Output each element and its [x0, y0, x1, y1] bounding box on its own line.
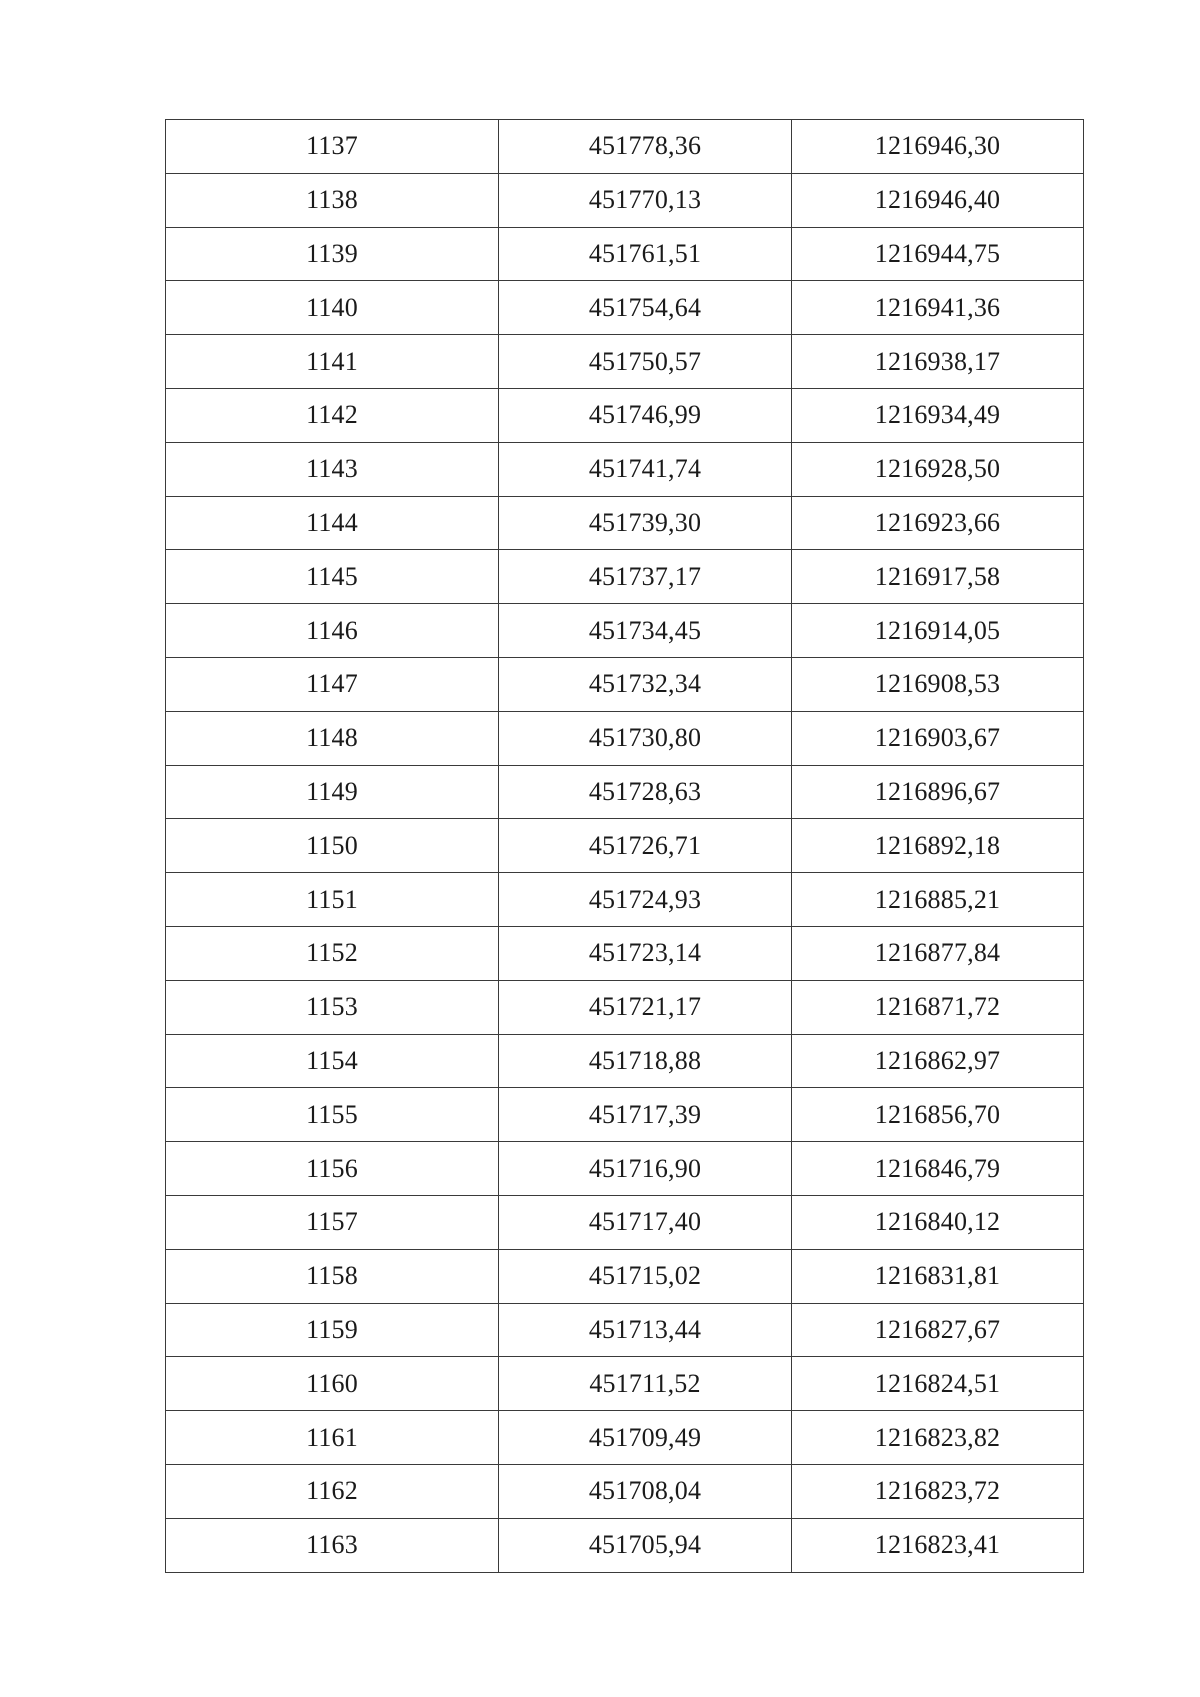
- x-coordinate-cell: 451737,17: [499, 550, 792, 604]
- x-coordinate-cell: 451711,52: [499, 1357, 792, 1411]
- y-coordinate-cell: 1216823,41: [792, 1518, 1084, 1572]
- point-number-cell: 1145: [166, 550, 499, 604]
- y-coordinate-cell: 1216831,81: [792, 1249, 1084, 1303]
- point-number-cell: 1163: [166, 1518, 499, 1572]
- point-number-cell: 1156: [166, 1142, 499, 1196]
- y-coordinate-cell: 1216862,97: [792, 1034, 1084, 1088]
- y-coordinate-cell: 1216903,67: [792, 711, 1084, 765]
- y-coordinate-cell: 1216896,67: [792, 765, 1084, 819]
- x-coordinate-cell: 451726,71: [499, 819, 792, 873]
- point-number-cell: 1146: [166, 604, 499, 658]
- x-coordinate-cell: 451732,34: [499, 657, 792, 711]
- y-coordinate-cell: 1216917,58: [792, 550, 1084, 604]
- x-coordinate-cell: 451717,40: [499, 1195, 792, 1249]
- x-coordinate-cell: 451708,04: [499, 1464, 792, 1518]
- point-number-cell: 1157: [166, 1195, 499, 1249]
- point-number-cell: 1140: [166, 281, 499, 335]
- y-coordinate-cell: 1216941,36: [792, 281, 1084, 335]
- y-coordinate-cell: 1216877,84: [792, 926, 1084, 980]
- table-row: [166, 1088, 1084, 1142]
- x-coordinate-cell: 451721,17: [499, 980, 792, 1034]
- x-coordinate-cell: 451705,94: [499, 1518, 792, 1572]
- point-number-cell: 1138: [166, 173, 499, 227]
- x-coordinate-cell: 451770,13: [499, 173, 792, 227]
- table-row: [166, 1303, 1084, 1357]
- point-number-cell: 1152: [166, 926, 499, 980]
- table-row: [166, 173, 1084, 227]
- x-coordinate-cell: 451741,74: [499, 442, 792, 496]
- table-row: [166, 1464, 1084, 1518]
- table-row: [166, 120, 1084, 174]
- table-row: [166, 980, 1084, 1034]
- x-coordinate-cell: 451739,30: [499, 496, 792, 550]
- x-coordinate-cell: 451730,80: [499, 711, 792, 765]
- point-number-cell: 1143: [166, 442, 499, 496]
- table-row: [166, 1357, 1084, 1411]
- y-coordinate-cell: 1216871,72: [792, 980, 1084, 1034]
- y-coordinate-cell: 1216856,70: [792, 1088, 1084, 1142]
- point-number-cell: 1161: [166, 1411, 499, 1465]
- point-number-cell: 1154: [166, 1034, 499, 1088]
- y-coordinate-cell: 1216946,30: [792, 120, 1084, 174]
- point-number-cell: 1141: [166, 335, 499, 389]
- point-number-cell: 1155: [166, 1088, 499, 1142]
- table-row: [166, 873, 1084, 927]
- point-number-cell: 1144: [166, 496, 499, 550]
- y-coordinate-cell: 1216928,50: [792, 442, 1084, 496]
- y-coordinate-cell: 1216823,72: [792, 1464, 1084, 1518]
- y-coordinate-cell: 1216885,21: [792, 873, 1084, 927]
- x-coordinate-cell: 451709,49: [499, 1411, 792, 1465]
- point-number-cell: 1160: [166, 1357, 499, 1411]
- y-coordinate-cell: 1216944,75: [792, 227, 1084, 281]
- table-row: [166, 1411, 1084, 1465]
- x-coordinate-cell: 451724,93: [499, 873, 792, 927]
- table-row: [166, 1249, 1084, 1303]
- point-number-cell: 1159: [166, 1303, 499, 1357]
- x-coordinate-cell: 451746,99: [499, 388, 792, 442]
- y-coordinate-cell: 1216824,51: [792, 1357, 1084, 1411]
- table-row: [166, 442, 1084, 496]
- table-row: [166, 765, 1084, 819]
- y-coordinate-cell: 1216938,17: [792, 335, 1084, 389]
- table-row: [166, 496, 1084, 550]
- y-coordinate-cell: 1216946,40: [792, 173, 1084, 227]
- x-coordinate-cell: 451717,39: [499, 1088, 792, 1142]
- y-coordinate-cell: 1216923,66: [792, 496, 1084, 550]
- table-row: [166, 1034, 1084, 1088]
- point-number-cell: 1137: [166, 120, 499, 174]
- y-coordinate-cell: 1216914,05: [792, 604, 1084, 658]
- x-coordinate-cell: 451723,14: [499, 926, 792, 980]
- point-number-cell: 1151: [166, 873, 499, 927]
- coordinates-table: [165, 119, 1084, 1573]
- table-row: [166, 335, 1084, 389]
- table-row: [166, 227, 1084, 281]
- y-coordinate-cell: 1216934,49: [792, 388, 1084, 442]
- point-number-cell: 1150: [166, 819, 499, 873]
- x-coordinate-cell: 451754,64: [499, 281, 792, 335]
- table-row: [166, 281, 1084, 335]
- x-coordinate-cell: 451713,44: [499, 1303, 792, 1357]
- y-coordinate-cell: 1216908,53: [792, 657, 1084, 711]
- point-number-cell: 1142: [166, 388, 499, 442]
- table-row: [166, 1142, 1084, 1196]
- table-row: [166, 604, 1084, 658]
- table-row: [166, 1195, 1084, 1249]
- point-number-cell: 1148: [166, 711, 499, 765]
- x-coordinate-cell: 451715,02: [499, 1249, 792, 1303]
- y-coordinate-cell: 1216892,18: [792, 819, 1084, 873]
- y-coordinate-cell: 1216823,82: [792, 1411, 1084, 1465]
- table-row: [166, 657, 1084, 711]
- x-coordinate-cell: 451728,63: [499, 765, 792, 819]
- x-coordinate-cell: 451718,88: [499, 1034, 792, 1088]
- table-row: [166, 926, 1084, 980]
- point-number-cell: 1147: [166, 657, 499, 711]
- point-number-cell: 1139: [166, 227, 499, 281]
- table-row: [166, 819, 1084, 873]
- point-number-cell: 1149: [166, 765, 499, 819]
- y-coordinate-cell: 1216846,79: [792, 1142, 1084, 1196]
- table-row: [166, 1518, 1084, 1572]
- point-number-cell: 1162: [166, 1464, 499, 1518]
- coordinates-table-body: [166, 120, 1084, 1573]
- x-coordinate-cell: 451734,45: [499, 604, 792, 658]
- table-row: [166, 711, 1084, 765]
- x-coordinate-cell: 451761,51: [499, 227, 792, 281]
- table-row: [166, 388, 1084, 442]
- x-coordinate-cell: 451716,90: [499, 1142, 792, 1196]
- y-coordinate-cell: 1216840,12: [792, 1195, 1084, 1249]
- point-number-cell: 1153: [166, 980, 499, 1034]
- point-number-cell: 1158: [166, 1249, 499, 1303]
- x-coordinate-cell: 451778,36: [499, 120, 792, 174]
- y-coordinate-cell: 1216827,67: [792, 1303, 1084, 1357]
- x-coordinate-cell: 451750,57: [499, 335, 792, 389]
- table-row: [166, 550, 1084, 604]
